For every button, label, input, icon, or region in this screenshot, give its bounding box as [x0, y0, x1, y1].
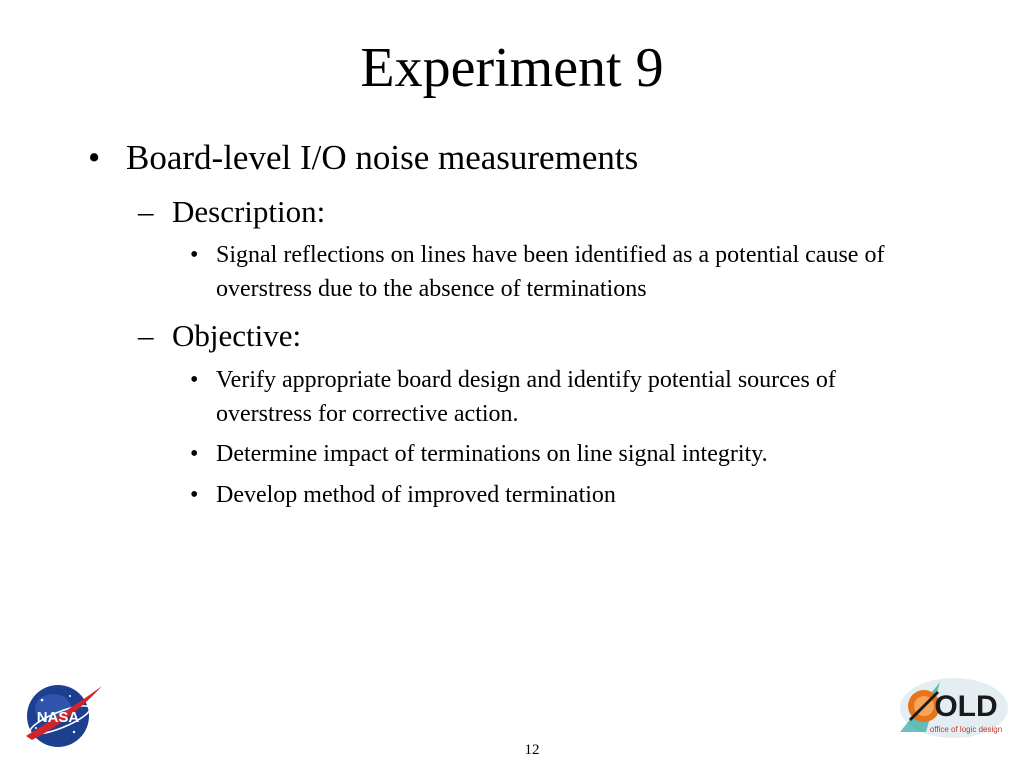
- nasa-logo-icon: [22, 678, 104, 750]
- dash-icon: –: [138, 194, 154, 229]
- list-item-text: Develop method of improved termination: [216, 482, 616, 508]
- nasa-logo-text: NASA: [36, 709, 80, 726]
- old-logo-subtext: office of logic design: [929, 725, 1003, 734]
- bullet-dot-icon: •: [190, 441, 199, 467]
- bullet-dot-icon: •: [190, 242, 199, 268]
- old-logo-text: OLD: [934, 690, 998, 723]
- page-number: 12: [524, 742, 540, 758]
- list-item-text: Determine impact of terminations on line signal integrity.: [216, 441, 768, 467]
- slide-title: Experiment 9: [360, 37, 664, 99]
- bullet-dot-icon: •: [88, 138, 101, 177]
- subheading-objective-label: Objective:: [172, 318, 302, 353]
- subheading-description-label: Description:: [172, 194, 326, 229]
- old-logo-icon: [896, 672, 1008, 742]
- bullet-main-text: Board-level I/O noise measurements: [126, 138, 639, 177]
- list-item-text: Signal reflections on lines have been identified as a potential cause of overstress due to the absence of terminations: [216, 242, 885, 302]
- dash-icon: –: [138, 318, 154, 353]
- bullet-dot-icon: •: [190, 482, 199, 508]
- bullet-dot-icon: •: [190, 367, 199, 393]
- list-item-text: Verify appropriate board design and identify potential sources of overstress for corrective action.: [216, 367, 836, 427]
